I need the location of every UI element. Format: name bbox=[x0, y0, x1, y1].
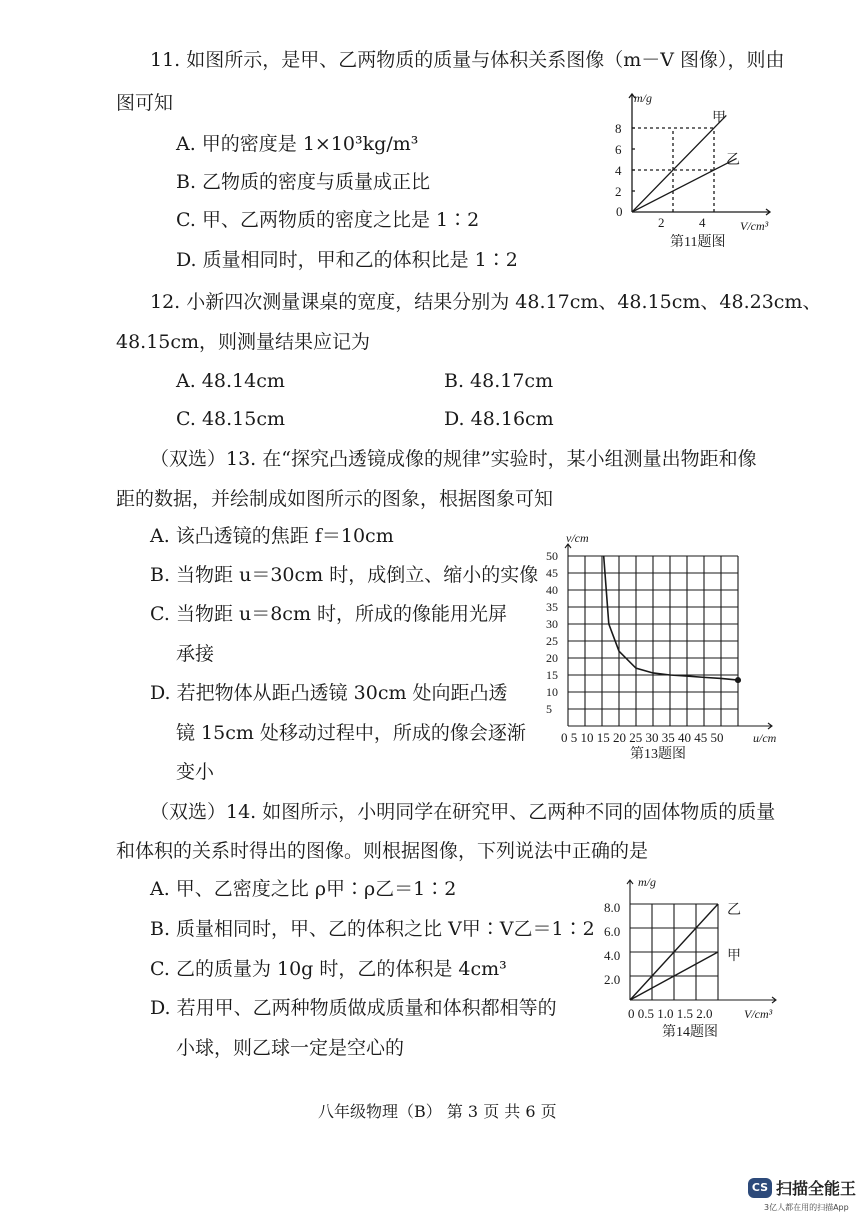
q11-option-c: C. 甲、乙两物质的密度之比是 1∶2 bbox=[176, 209, 480, 231]
ytick-10: 10 bbox=[546, 685, 558, 699]
q12-option-c: C. 48.15cm bbox=[176, 408, 285, 430]
ytick-25: 25 bbox=[546, 634, 558, 648]
q14-xticks: 0 0.5 1.0 1.5 2.0 bbox=[628, 1006, 713, 1021]
q14-option-d: D. 若用甲、乙两种物质做成质量和体积都相等的 bbox=[150, 997, 557, 1019]
q11-option-a: A. 甲的密度是 1×10³kg/m³ bbox=[176, 133, 419, 155]
q11-ytick-2: 2 bbox=[615, 184, 622, 199]
q11-figure bbox=[612, 88, 782, 248]
page-footer: 八年级物理（B） 第 3 页 共 6 页 bbox=[318, 1102, 557, 1121]
q11-stem-line2: 图可知 bbox=[116, 92, 174, 114]
series-jia-line bbox=[632, 115, 726, 212]
q14-stem-line2: 和体积的关系时得出的图像。则根据图像，下列说法中正确的是 bbox=[116, 840, 649, 862]
q13-xticks: 0 5 10 15 20 25 30 35 40 45 50 bbox=[561, 730, 724, 745]
ytick-35: 35 bbox=[546, 600, 558, 614]
q14-figure bbox=[600, 872, 790, 1040]
q11-xtick-2: 2 bbox=[658, 215, 665, 230]
q11-ylabel: m/g bbox=[634, 91, 652, 105]
q13-option-b: B. 当物距 u＝30cm 时，成倒立、缩小的实像 bbox=[150, 564, 539, 586]
q12-option-b: B. 48.17cm bbox=[444, 370, 554, 392]
q11-stem-line1: 11. 如图所示，是甲、乙两物质的质量与体积关系图像（m－V 图像），则由 bbox=[150, 49, 785, 71]
q14-ytick-4: 4.0 bbox=[604, 948, 621, 963]
q14-xlabel: V/cm³ bbox=[744, 1007, 773, 1021]
q14-series-jia: 甲 bbox=[727, 949, 741, 964]
q11-ytick-6: 6 bbox=[615, 142, 622, 157]
q14-ytick-6: 6.0 bbox=[604, 924, 621, 939]
q11-caption: 第11题图 bbox=[670, 235, 726, 250]
q13-figure bbox=[546, 530, 782, 770]
q12-stem-line2: 48.15cm，则测量结果应记为 bbox=[116, 331, 371, 353]
ytick-40: 40 bbox=[546, 583, 558, 597]
scanner-name: 扫描全能王 bbox=[776, 1179, 857, 1198]
scanner-logo-icon: CS bbox=[748, 1178, 772, 1198]
q12-stem-line1: 12. 小新四次测量课桌的宽度，结果分别为 48.17cm、48.15cm、48.23cm、 bbox=[150, 291, 822, 313]
q13-xlabel: u/cm bbox=[753, 731, 777, 745]
q11-option-d: D. 质量相同时，甲和乙的体积比是 1∶2 bbox=[176, 249, 518, 271]
ytick-5: 5 bbox=[546, 702, 552, 716]
q11-series-jia: 甲 bbox=[712, 111, 726, 126]
ytick-45: 45 bbox=[546, 566, 558, 580]
q13-option-d: D. 若把物体从距凸透镜 30cm 处向距凸透 bbox=[150, 682, 508, 704]
q13-ylabel: v/cm bbox=[566, 531, 589, 545]
q13-stem-line1: （双选）13. 在“探究凸透镜成像的规律”实验时，某小组测量出物距和像 bbox=[150, 448, 757, 470]
q13-option-d-cont1: 镜 15cm 处移动过程中，所成的像会逐渐 bbox=[176, 722, 526, 744]
q11-ytick-4: 4 bbox=[615, 163, 622, 178]
q14-caption: 第14题图 bbox=[662, 1025, 718, 1040]
scanner-tagline: 3亿人都在用的扫描App bbox=[764, 1203, 849, 1212]
ytick-30: 30 bbox=[546, 617, 558, 631]
q12-option-a: A. 48.14cm bbox=[176, 370, 285, 392]
q14-ytick-2: 2.0 bbox=[604, 972, 621, 987]
q13-option-d-cont2: 变小 bbox=[176, 761, 215, 783]
q11-xlabel: V/cm³ bbox=[740, 219, 769, 233]
q11-ytick-8: 8 bbox=[615, 121, 622, 136]
series-yi-line bbox=[632, 158, 737, 212]
q14-ytick-8: 8.0 bbox=[604, 900, 621, 915]
q13-caption: 第13题图 bbox=[630, 747, 686, 762]
ytick-50: 50 bbox=[546, 549, 558, 563]
q14-ylabel: m/g bbox=[638, 875, 656, 889]
ytick-15: 15 bbox=[546, 668, 558, 682]
q11-xtick-4: 4 bbox=[699, 215, 706, 230]
q14-stem-line1: （双选）14. 如图所示，小明同学在研究甲、乙两种不同的固体物质的质量 bbox=[150, 801, 776, 823]
q11-option-b: B. 乙物质的密度与质量成正比 bbox=[176, 171, 431, 193]
q12-option-d: D. 48.16cm bbox=[444, 408, 554, 430]
q14-option-d-cont: 小球，则乙球一定是空心的 bbox=[176, 1037, 405, 1059]
q13-option-a: A. 该凸透镜的焦距 f＝10cm bbox=[150, 525, 394, 547]
q13-option-c: C. 当物距 u＝8cm 时，所成的像能用光屏 bbox=[150, 603, 508, 625]
q14-series-yi: 乙 bbox=[727, 903, 741, 918]
q14-option-b: B. 质量相同时，甲、乙的体积之比 V甲∶V乙＝1∶2 bbox=[150, 918, 595, 940]
curve-end-point bbox=[736, 678, 741, 683]
q11-origin: 0 bbox=[616, 204, 623, 219]
q11-series-yi: 乙 bbox=[726, 153, 740, 168]
q13-option-c-cont: 承接 bbox=[176, 643, 215, 665]
q14-option-c: C. 乙的质量为 10g 时，乙的体积是 4cm³ bbox=[150, 958, 507, 980]
q13-stem-line2: 距的数据，并绘制成如图所示的图象，根据图象可知 bbox=[116, 488, 554, 510]
ytick-20: 20 bbox=[546, 651, 558, 665]
image-distance-curve bbox=[604, 556, 738, 680]
q14-option-a: A. 甲、乙密度之比 ρ甲∶ρ乙＝1∶2 bbox=[150, 878, 457, 900]
